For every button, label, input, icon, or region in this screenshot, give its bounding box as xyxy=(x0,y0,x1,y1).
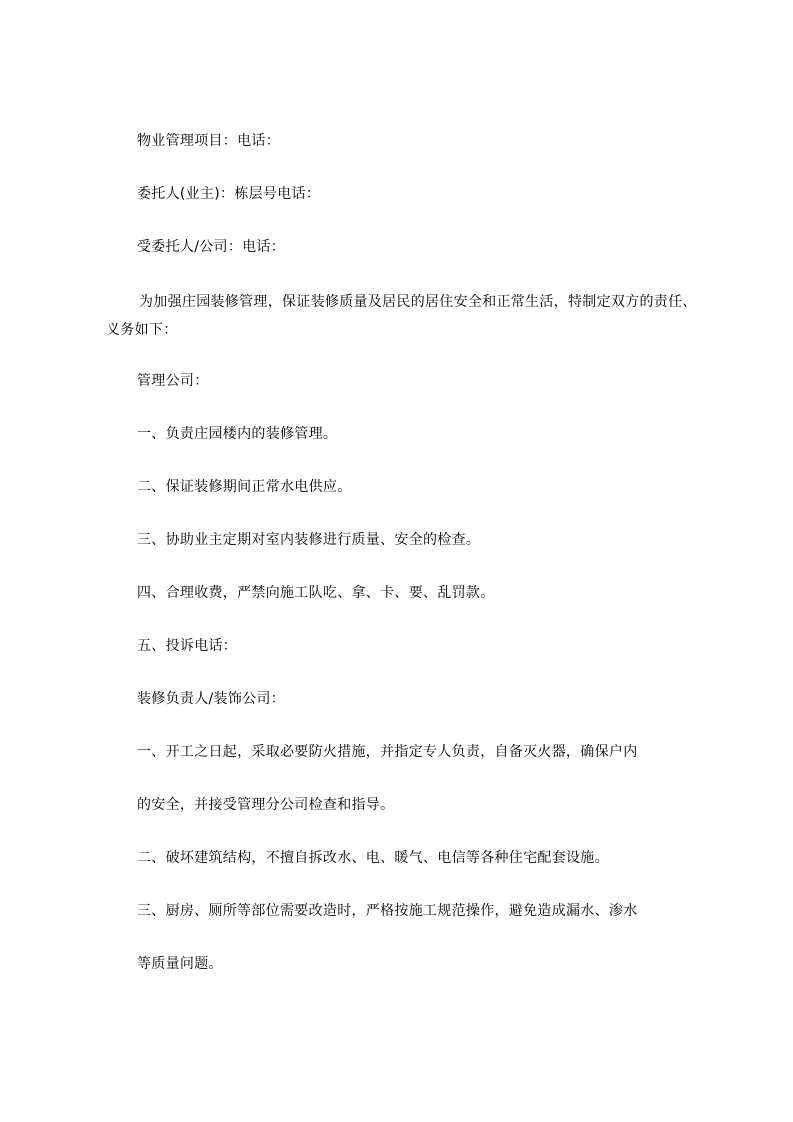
management-item-4: 四、合理收费，严禁向施工队吃、拿、卡、要、乱罚款。 xyxy=(137,585,495,601)
decorator-item-2: 二、破坏建筑结构，不擅自拆改水、电、暖气、电信等各种住宅配套设施。 xyxy=(137,850,609,866)
management-item-5: 五、投诉电话： xyxy=(137,638,238,654)
contractor-company-field: 受委托人/公司：电话： xyxy=(137,239,286,255)
management-item-2: 二、保证装修期间正常水电供应。 xyxy=(137,479,352,495)
decorator-item-3-line-2: 等质量问题。 xyxy=(137,956,223,972)
intro-paragraph: 为加强庄园装修管理，保证装修质量及居民的居住安全和正常生活，特制定双方的责任、义务如下： xyxy=(106,294,697,338)
decorator-item-1-line-1: 一、开工之日起，采取必要防火措施，并指定专人负责，自备灭火器，确保户内 xyxy=(137,744,638,760)
property-project-field: 物业管理项目：电话： xyxy=(137,133,280,149)
decorator-item-3-line-1: 三、厨房、厕所等部位需要改造时，严格按施工规范操作，避免造成漏水、渗水 xyxy=(137,903,638,919)
client-owner-field: 委托人(业主)：栋层号电话： xyxy=(137,186,321,202)
decorator-item-1-line-2: 的安全，并接受管理分公司检查和指导。 xyxy=(137,797,395,813)
management-heading: 管理公司： xyxy=(137,373,209,389)
management-item-1: 一、负责庄园楼内的装修管理。 xyxy=(137,426,338,442)
management-item-3: 三、协助业主定期对室内装修进行质量、安全的检查。 xyxy=(137,532,481,548)
decorator-heading: 装修负责人/装饰公司： xyxy=(137,691,286,707)
